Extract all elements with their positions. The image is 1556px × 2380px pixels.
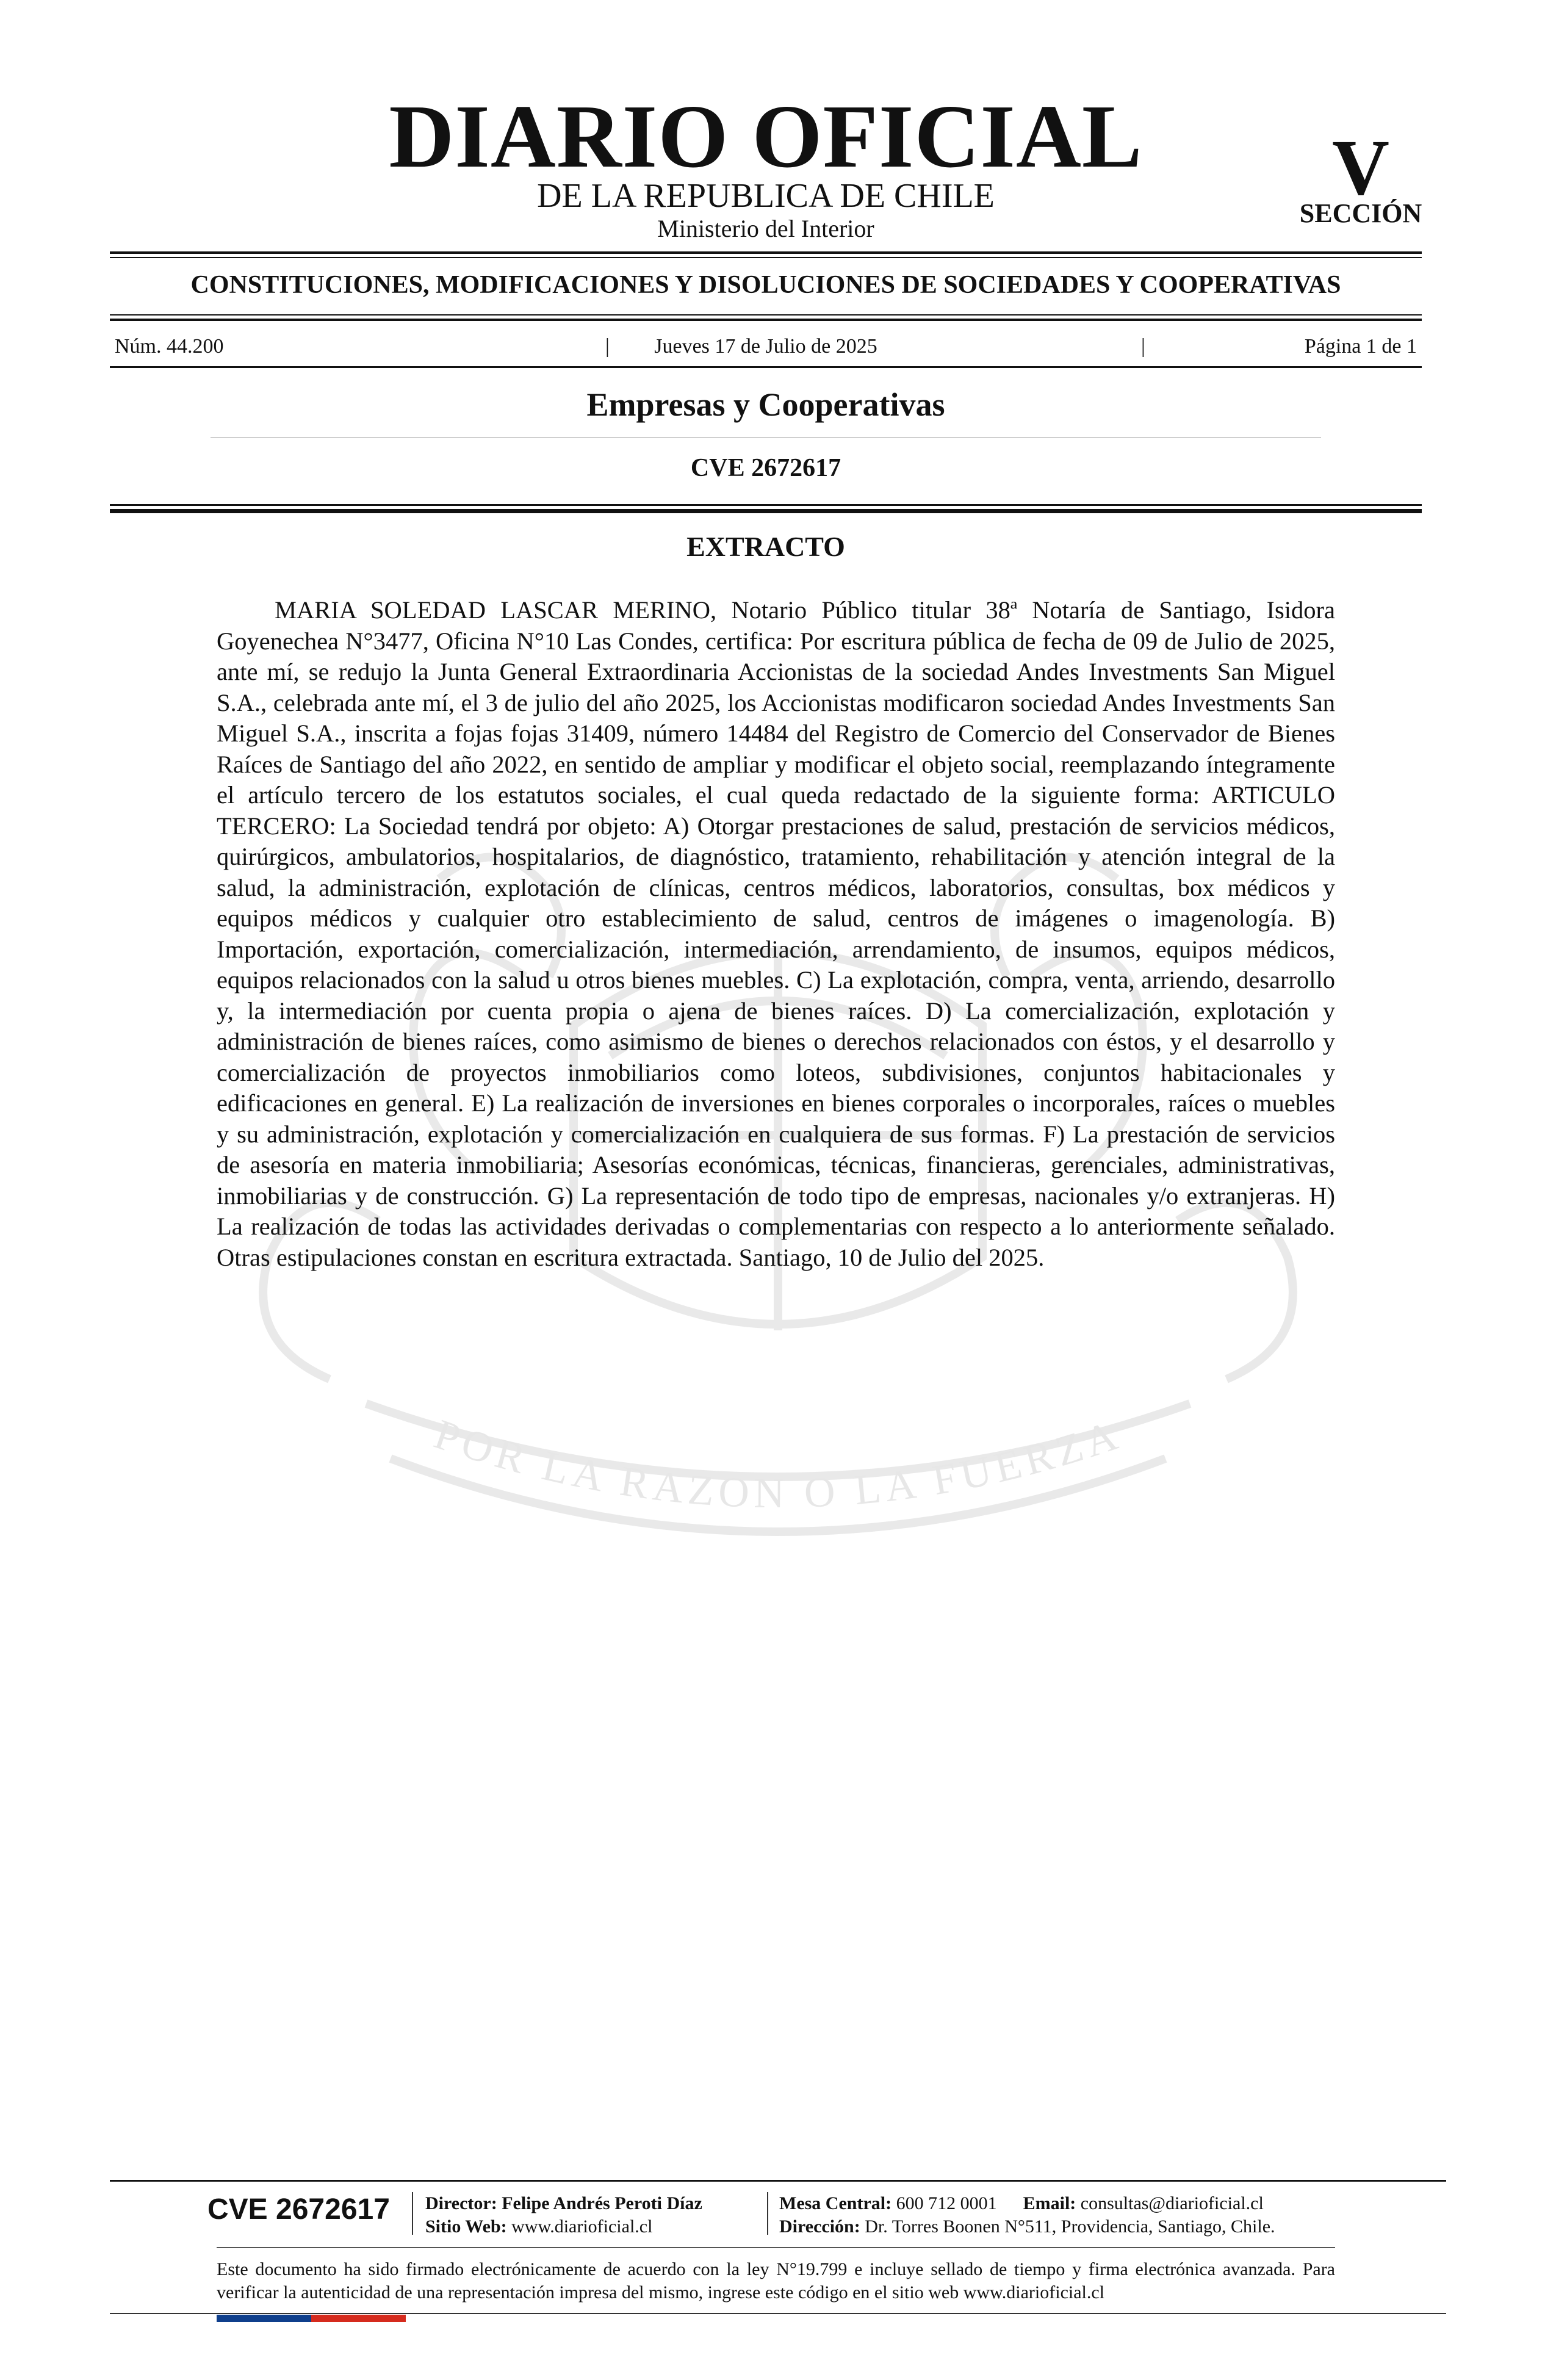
footer-address [779,2215,1275,2238]
section-rule [110,319,1422,321]
issue-number: Núm. 44.200 [115,335,224,358]
email-link[interactable]: consultas@diarioficial.cl [1080,2193,1264,2213]
director-name: Felipe Andrés Peroti Díaz [502,2193,702,2213]
flag-stripe [217,2315,406,2322]
mesa-label: Mesa Central: [779,2193,892,2213]
footer-website [425,2215,652,2238]
issue-page: Página 1 de 1 [1304,335,1417,358]
header-rule [110,257,1422,258]
category-title: Empresas y Cooperativas [586,386,945,423]
footer-cve-code: CVE 2672617 [207,2193,390,2226]
section-label: SECCIÓN [1299,198,1422,228]
section-rule [110,314,1422,316]
category-rule [211,437,1321,438]
section-title: CONSTITUCIONES, MODIFICACIONES Y DISOLUCIONES DE SOCIEDADES Y COOPERATIVAS [190,271,1341,299]
website-link[interactable]: www.diarioficial.cl [511,2216,653,2237]
flag-stripe-red [311,2315,406,2322]
address-value: Dr. Torres Boonen N°511, Providencia, Santiago, Chile. [865,2216,1275,2237]
issue-rule [110,366,1422,368]
footer-director [425,2192,702,2215]
footer-rule [217,2247,1335,2248]
masthead-title: DIARIO OFICIAL [389,87,1143,187]
issue-separator: | [605,335,610,358]
cve-code: CVE 2672617 [690,454,841,482]
issue-bar [110,334,1422,359]
email-label: Email: [1023,2193,1076,2213]
mesa-value: 600 712 0001 [896,2193,997,2213]
ministry-label: Ministerio del Interior [657,215,874,242]
flag-stripe-blue [217,2315,311,2322]
document-title: EXTRACTO [686,531,845,562]
document-rule [110,509,1422,513]
footer-divider [412,2192,413,2235]
director-label: Director: [425,2193,497,2213]
document-body: MARIA SOLEDAD LASCAR MERINO, Notario Público titular 38ª Notaría de Santiago, Isidora Goyenechea N°3477, Oficina N°10 Las Condes, certifica: Por escritura pública de fecha de 09 de Julio de 2025, ante mí, se redujo la Junta General Extraordinaria Accionistas de la sociedad Andes Investments San Miguel S.A., celebrada ante mí, el 3 de julio del año 2025, los Accionistas modificaron sociedad Andes Investments San Miguel S.A., inscrita a fojas fojas 31409, número 14484 del Registro de Comercio del Conservador de Bienes Raíces de Santiago del año 2022, en sentido de ampliar y modificar el objeto social, reemplazando íntegramente el artículo tercero de los estatutos sociales, el cual queda redactado de la siguiente forma: ARTICULO TERCERO: La Sociedad tendrá por objeto: A) Otorgar prestaciones de salud, prestación de servicios médicos, quirúrgicos, ambulatorios, hospitalarios, de diagnóstico, tratamiento, rehabilitación y atención integral de la salud, la administración, explotación de clínicas, centros médicos, laboratorios, consultas, box médicos y equipos médicos y cualquier otro establecimiento de salud, centros de imágenes o imagenología. B) Importación, exportación, comercialización, intermediación, arrendamiento, de insumos, equipos médicos, equipos relacionados con la salud u otros bienes muebles. C) La explotación, compra, venta, arriendo, desarrollo y, la intermediación por cuenta propia o ajena de bienes raíces. D) La comercialización, explotación y administración de bienes raíces, como asimismo de bienes o derechos relacionados con éstos, y el desarrollo y comercialización de proyectos inmobiliarios como loteos, subdivisiones, conjuntos habitacionales y edificaciones en general. E) La realización de inversiones en bienes corporales o incorporales, raíces o muebles y su administración, explotación y comercialización en cualquiera de sus formas. F) La prestación de servicios de asesoría en materia inmobiliaria; Asesorías económicas, técnicas, financieras, gerenciales, administrativas, inmobiliarias y de construcción. G) La representación de todo tipo de empresas, nacionales y/o extranjeras. H) La realización de todas las actividades derivadas o complementarias con respecto a lo anteriormente señalado. Otras estipulaciones constan en escritura extractada. Santiago, 10 de Julio del 2025. [217,596,1335,1271]
address-label: Dirección: [779,2216,860,2237]
website-label: Sitio Web: [425,2216,507,2237]
footer-divider [767,2192,768,2235]
footer-rule [110,2180,1446,2182]
document-rule [110,504,1422,506]
watermark-motto: POR LA RAZON O LA FUERZA [428,1410,1128,1518]
footer-contact [779,2192,1264,2215]
masthead-subtitle: DE LA REPUBLICA DE CHILE [537,177,995,215]
header-rule [110,251,1422,254]
issue-separator: | [1141,335,1145,358]
issue-date: Jueves 17 de Julio de 2025 [654,335,877,358]
section-letter: V [1332,124,1389,212]
legal-notice: Este documento ha sido firmado electrónicamente de acuerdo con la ley N°19.799 e incluye sellado de tiempo y firma electrónica avanzada. Para verificar la autenticidad de una representación impresa del mismo, ingrese este código en el sitio web www.diarioficial.cl [217,2259,1335,2302]
footer-rule [110,2313,1446,2314]
